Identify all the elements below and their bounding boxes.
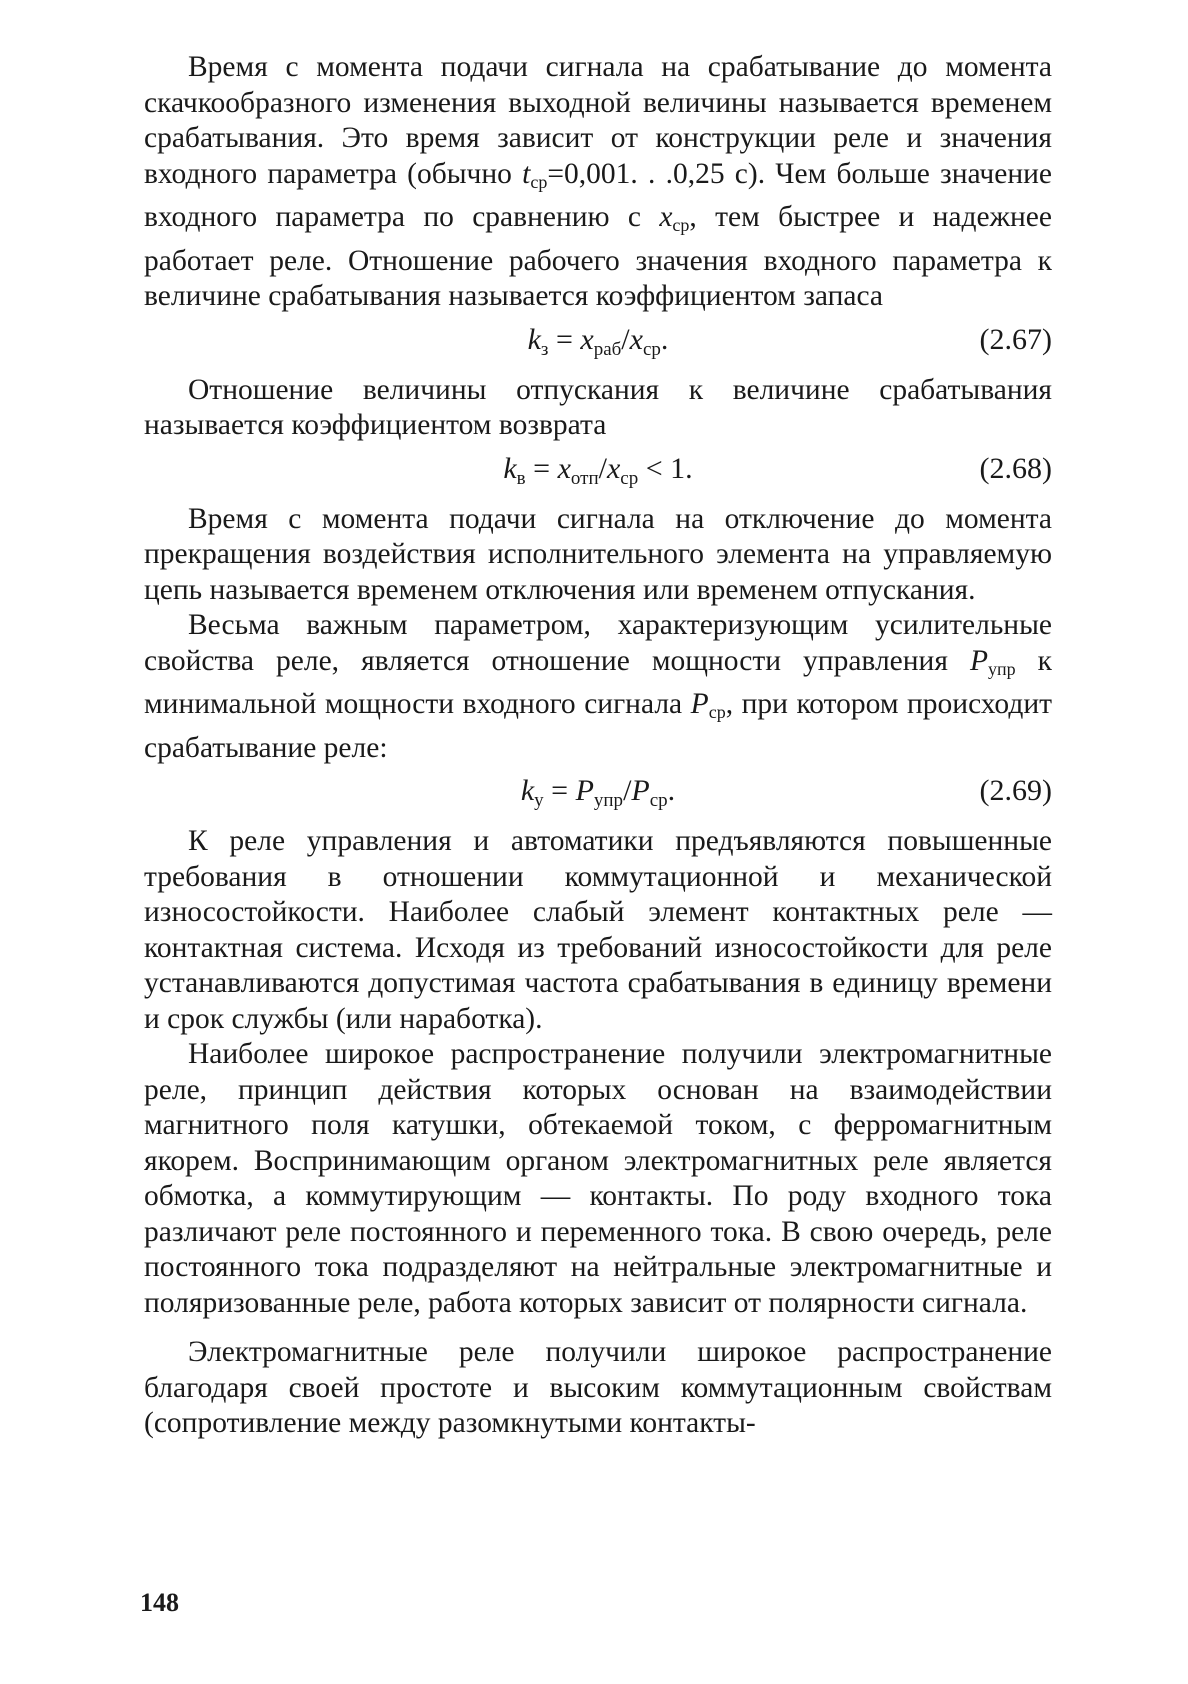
paragraph-return-coefficient: Отношение величины отпускания к величине срабатывания называется коэффициентом возврата bbox=[144, 373, 1052, 441]
formula-expression: $k_в = x_{отп}/x_{ср} < 1$. bbox=[503, 451, 693, 489]
page-text bbox=[144, 50, 1052, 1442]
paragraph-operate-time: Время с момента подачи сигнала на срабатывание до момента скачкообразного изменения выходной величины называется временем срабатывания. Это время зависит от конструкции реле и значения входного параметра (обычно $t_{ср}=0,001$. . .0,25 с). Чем больше значение входного параметра по сравнению с $x_{ср}$, тем быстрее и надежнее работает реле. Отношение рабочего значения входного параметра к величине срабатывания называется коэффициентом запаса bbox=[144, 51, 1052, 312]
paragraph-release-time: Время с момента подачи сигнала на отключение до момента прекращения воздействия исполнительного элемента на управляемую цепь называется временем отключения или временем отпускания. bbox=[144, 502, 1052, 606]
formula-expression: $k_з = x_{раб}/x_{ср}$. bbox=[527, 322, 669, 360]
var-x-cp: $x_{ср}$ bbox=[659, 201, 690, 235]
paragraph-amplification: Весьма важным параметром, характеризующим усилительные свойства реле, является отношение мощности управления $P_{упр}$ к минимальной мощности входного сигнала $P_{ср}$, при котором происходит срабатывание реле: bbox=[144, 609, 1053, 764]
paragraph-electromagnetic-relays: Наиболее широкое распространение получили электромагнитные реле, принцип действия которых основан на взаимодействии магнитного поля катушки, обтекаемой током, с ферромагнитным якорем. Воспринимающим органом электромагнитных реле является обмотка, а коммутирующим — контакты. По роду входного тока различают реле постоянного и переменного тока. В свою очередь, реле постоянного тока подразделяют на нейтральные электромагнитные и поляризованные реле, работа которых зависит от полярности сигнала. bbox=[144, 1038, 1052, 1319]
formula-2-68 bbox=[144, 444, 1052, 494]
formula-2-67 bbox=[144, 315, 1052, 365]
equation-number: (2.68) bbox=[979, 451, 1052, 485]
formula-2-69 bbox=[144, 766, 1052, 816]
page-number: 148 bbox=[140, 1588, 179, 1617]
paragraph-wear-resistance: К реле управления и автоматики предъявляются повышенные требования в отношении коммутационной и механической износостойкости. Наиболее слабый элемент контактных реле — контактная система. Исходя из требований износостойкости для реле устанавливаются допустимая частота срабатывания в единицу времени и срок службы (или наработка). bbox=[144, 825, 1052, 1035]
equation-number: (2.69) bbox=[979, 774, 1052, 807]
var-p-cp: $P_{ср}$ bbox=[690, 688, 726, 722]
var-p-upr: $P_{упр}$ bbox=[969, 644, 1016, 679]
var-t-cp: $t_{ср}$ bbox=[522, 157, 548, 192]
formula-expression: $k_у = P_{упр}/P_{ср}$. bbox=[520, 774, 676, 811]
paragraph-advantages: Электромагнитные реле получили широкое распространение благодаря своей простоте и высоким коммутационным свойствам (сопротивление между разомкнутыми контакты- bbox=[144, 1336, 1052, 1439]
equation-number: (2.67) bbox=[979, 322, 1052, 356]
